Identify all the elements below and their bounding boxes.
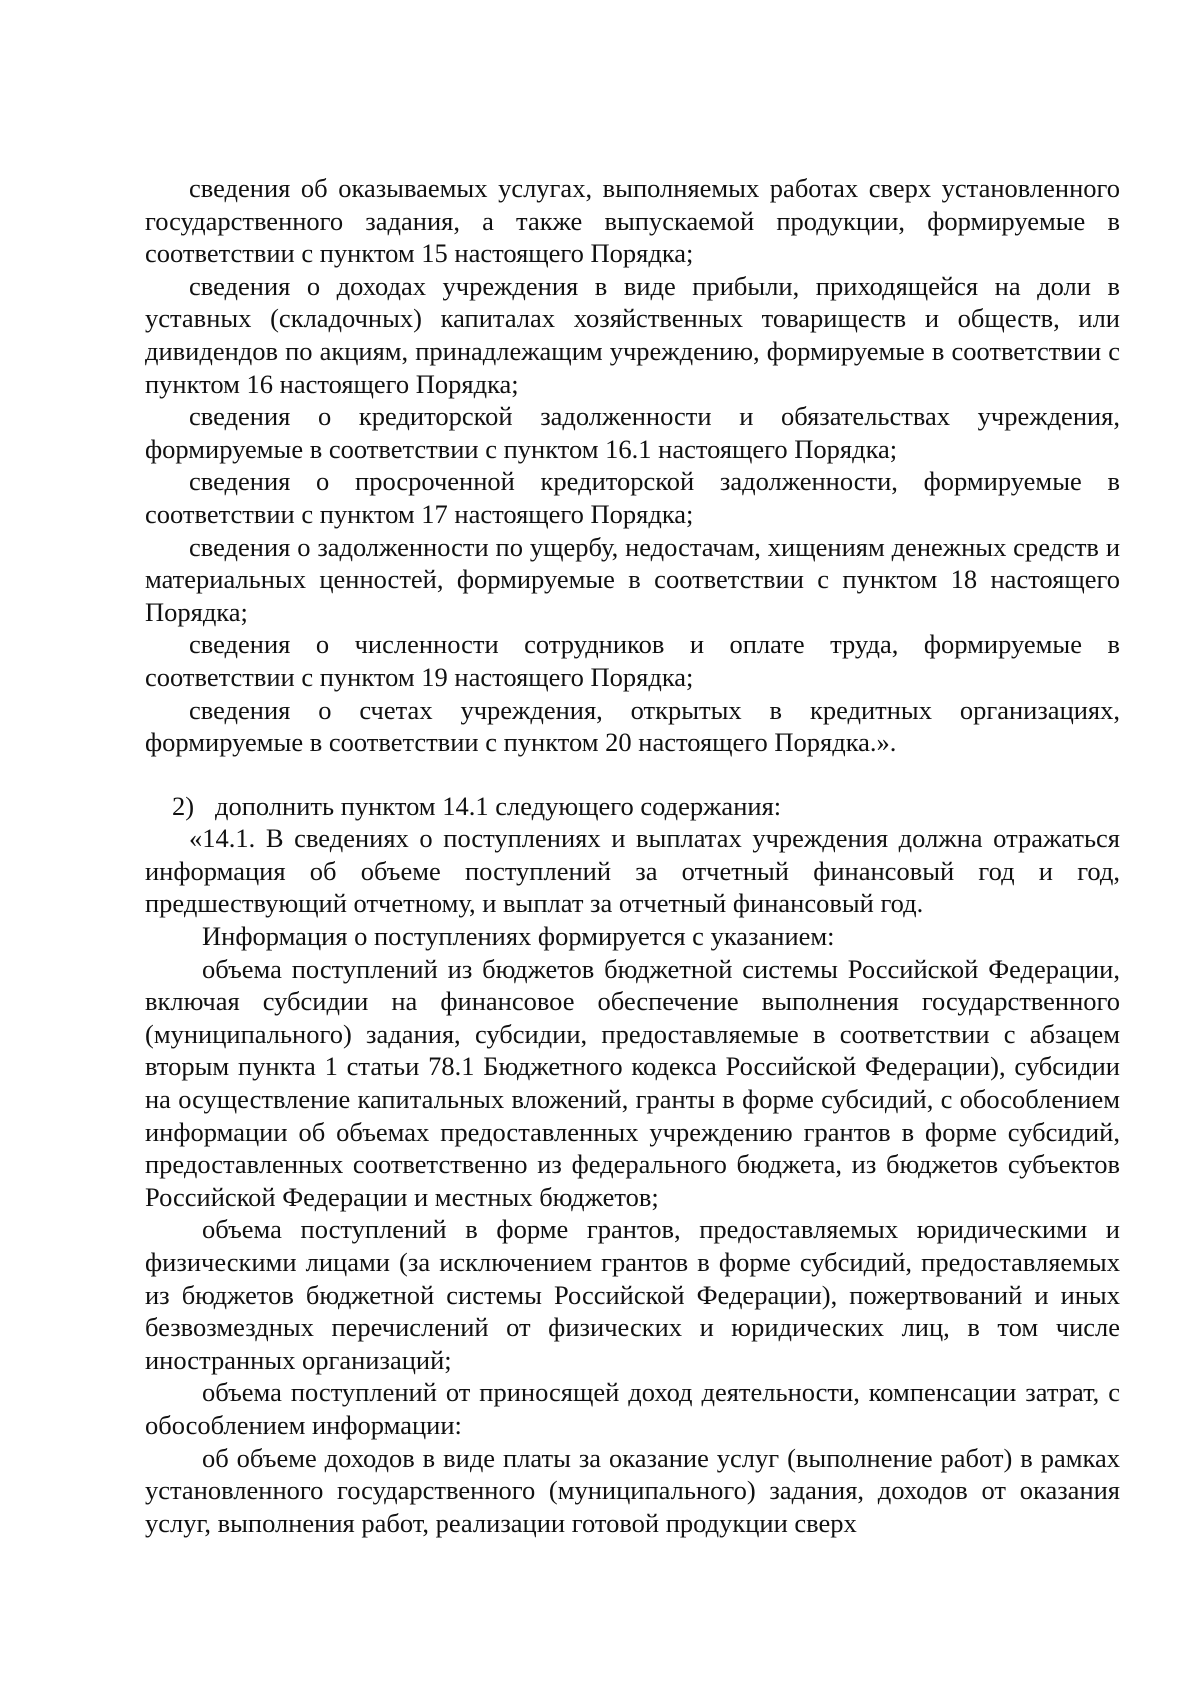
paragraph-grant-receipts: объема поступлений в форме грантов, предоставляемых юридическими и физическими лицами (за исключением грантов в форме субсидий, предоставляемых из бюджетов бюджетной системы Российской Федерации), пожертвований и иных безвозмездных перечислений от физических и юридических лиц, в том числе иностранных организаций; xyxy=(145,1214,1120,1375)
paragraph-income-activity: объема поступлений от приносящей доход деятельности, компенсации затрат, с обособлением информации: xyxy=(145,1377,1120,1440)
list-item-2 xyxy=(145,790,1120,823)
paragraph-creditor-debt: сведения о кредиторской задолженности и обязательствах учреждения, формируемые в соответствии с пунктом 16.1 настоящего Порядка; xyxy=(145,401,1120,464)
paragraph-services-info: сведения об оказываемых услугах, выполняемых работах сверх установленного государственного задания, а также выпускаемой продукции, формируемые в соответствии с пунктом 15 настоящего Порядка; xyxy=(145,173,1120,269)
paragraph-service-fees: об объеме доходов в виде платы за оказание услуг (выполнение работ) в рамках установленного государственного (муниципального) задания, доходов от оказания услуг, выполнения работ, реализации готовой продукции сверх xyxy=(145,1442,1120,1538)
paragraph-overdue-debt: сведения о просроченной кредиторской задолженности, формируемые в соответствии с пунктом 17 настоящего Порядка; xyxy=(145,466,1120,529)
paragraph-income-info: сведения о доходах учреждения в виде прибыли, приходящейся на доли в уставных (складочных) капиталах хозяйственных товариществ и обществ, или дивидендов по акциям, принадлежащим учреждению, формируемые в соответствии с пунктом 16 настоящего Порядка; xyxy=(145,270,1120,399)
paragraph-accounts-info: сведения о счетах учреждения, открытых в кредитных организациях, формируемые в соответствии с пунктом 20 настоящего Порядка.». xyxy=(145,694,1120,758)
list-item-number: 2) xyxy=(172,790,195,821)
document-page xyxy=(145,172,1120,1539)
paragraph-receipts-intro: Информация о поступлениях формируется с указанием: xyxy=(202,921,835,952)
paragraph-14-1: «14.1. В сведениях о поступлениях и выплатах учреждения должна отражаться информация об объеме поступлений за отчетный финансовый год и год, предшествующий отчетному, и выплат за отчетный финансовый год. xyxy=(145,823,1120,919)
paragraph-budget-receipts: объема поступлений из бюджетов бюджетной системы Российской Федерации, включая субсидии на финансовое обеспечение выполнения государственного (муниципального) задания, субсидии, предоставляемые в соответствии с абзацем вторым пункта 1 статьи 78.1 Бюджетного кодекса Российской Федерации), субсидии на осуществление капитальных вложений, гранты в форме субсидий, с обособлением информации об объемах предоставленных учреждению грантов в форме субсидий, предоставленных соответственно из федерального бюджета, из бюджетов субъектов Российской Федерации и местных бюджетов; xyxy=(145,953,1120,1212)
list-item-text: дополнить пунктом 14.1 следующего содержания: xyxy=(215,790,782,821)
paragraph-staff-info: сведения о численности сотрудников и оплате труда, формируемые в соответствии с пунктом 19 настоящего Порядка; xyxy=(145,629,1120,692)
paragraph-gap xyxy=(145,759,1120,790)
paragraph-damage-debt: сведения о задолженности по ущербу, недостачам, хищениям денежных средств и материальных ценностей, формируемые в соответствии с пунктом 18 настоящего Порядка; xyxy=(145,531,1120,627)
